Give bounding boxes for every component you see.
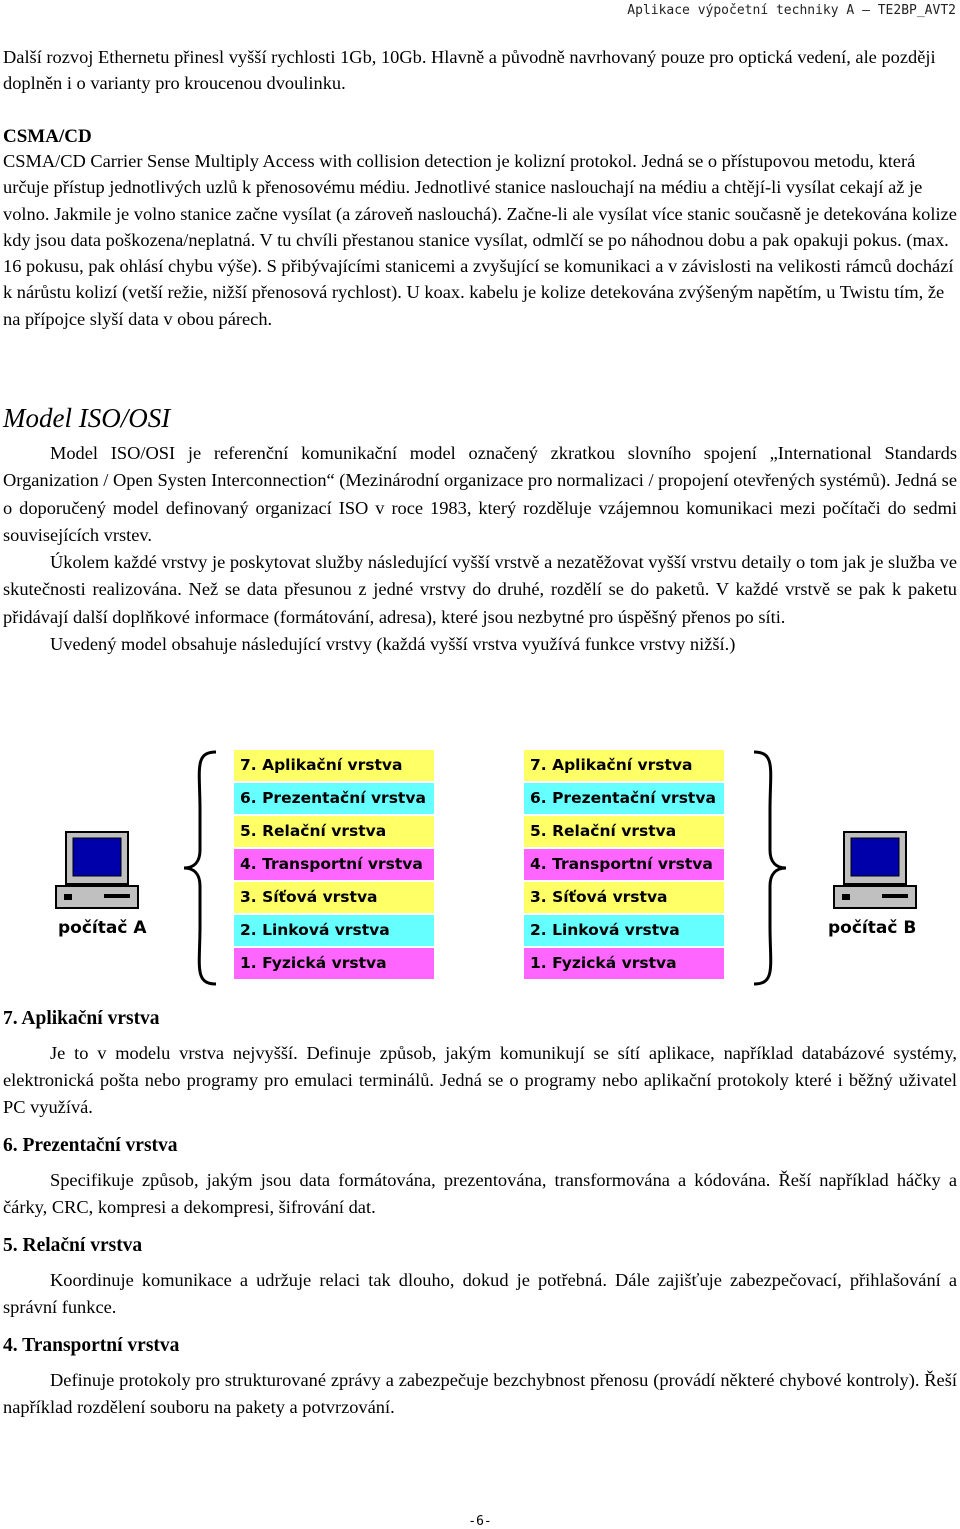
osi-layer-5-a: 5. Relační vrstva bbox=[234, 816, 434, 847]
csma-heading: CSMA/CD bbox=[3, 126, 92, 147]
osi-stack-computer-b bbox=[524, 750, 724, 981]
osi-heading: Model ISO/OSI bbox=[3, 403, 171, 433]
pc-a-label: počítač A bbox=[58, 918, 147, 938]
intro-paragraph: Další rozvoj Ethernetu přinesl vyšší rychlosti 1Gb, 10Gb. Hlavně a původně navrhovaný pouze pro optická vedení, ale později doplněn i o varianty pro kroucenou dvoulinku. bbox=[3, 47, 936, 94]
osi-layer-6-a: 6. Prezentační vrstva bbox=[234, 783, 434, 814]
computer-b-icon bbox=[832, 830, 918, 920]
right-brace-icon bbox=[750, 750, 790, 986]
section-text-presentation: Specifikuje způsob, jakým jsou data formátována, prezentována, transformována a kódována. Řeší například háčky a čárky, CRC, kompresi a dekompresi, šifrování dat. bbox=[3, 1170, 957, 1217]
osi-layer-1-a: 1. Fyzická vrstva bbox=[234, 948, 434, 979]
pc-b-label: počítač B bbox=[828, 918, 917, 938]
csma-paragraph: CSMA/CD Carrier Sense Multiply Access with collision detection je kolizní protokol. Jedná se o přístupovou metodu, která určuje přístup jednotlivých uzlů k přenosovému médiu. Jednotlivé stanice naslouchají na médiu a chtějí-li vysílat cekají až je volno. Jakmile je volno stanice začne vysílat (a zároveň naslouchá). Začne-li ale vysílat více stanic současně je detekována kolize kdy jsou data poškozena/neplatná. V tu chvíli přestanou stanice vysílat, odmlčí se po náhodnou dobu a pak opakuji pokus. (max. 16 pokusu, pak ohlásí chybu výše). S přibývajícími stanicemi a zvyšující se komunikaci a v závislosti na velikosti rámců dochází k nárůstu kolizí (vetší režie, nižší přenosová rychlost). U koax. kabelu je kolize detekována zvýšeným napětím, u Twistu tím, že na přípojce slyší data v obou párech. bbox=[3, 151, 957, 329]
computer-a-icon bbox=[54, 830, 140, 920]
osi-layer-3-b: 3. Síťová vrstva bbox=[524, 882, 724, 913]
section-text-transport: Definuje protokoly pro strukturované zprávy a zabezpečuje bezchybnost přenosu (provádí některé chybové kontroly). Řeší například rozdělení souboru na pakety a potvrzování. bbox=[3, 1370, 957, 1417]
osi-paragraph-1: Model ISO/OSI je referenční komunikační model označený zkratkou slovního spojení „International Standards Organization / Open Systen Interconnection“ (Mezinárodní organizace pro normalizaci / propojení otevřených systémů). Jedná se o doporučený model definovaný organizací ISO v roce 1983, který rozděluje vzájemnou komunikaci mezi počítači do sedmi souvisejících vrstev. bbox=[3, 443, 957, 545]
section-heading-transport: 4. Transportní vrstva bbox=[3, 1335, 180, 1356]
page-number: -6- bbox=[468, 1514, 492, 1529]
section-text-session: Koordinuje komunikace a udržuje relaci tak dlouho, dokud je potřebná. Dále zajišťuje zabezpečovací, přihlašování a správní funkce. bbox=[3, 1270, 957, 1317]
csma-section bbox=[3, 126, 957, 332]
section-heading-session: 5. Relační vrstva bbox=[3, 1235, 143, 1256]
osi-layer-3-a: 3. Síťová vrstva bbox=[234, 882, 434, 913]
osi-layer-6-b: 6. Prezentační vrstva bbox=[524, 783, 724, 814]
running-header: Aplikace výpočetní techniky A – TE2BP_AVT2 bbox=[627, 3, 956, 18]
osi-paragraph-2: Úkolem každé vrstvy je poskytovat služby následující vyšší vrstvě a nezatěžovat vyšší vrstvu detaily o tom jak je služba ve skutečnosti realizována. Než se data přesunou z jedné vrstvy do druhé, rozdělí se do paketů. V každé vrstvě se pak k paketu přidávají další doplňkové informace (formátování, adresa), které jsou nezbytné pro úspěšný přenos po síti. bbox=[3, 552, 957, 627]
intro-section bbox=[3, 44, 957, 97]
osi-model-diagram bbox=[50, 742, 930, 992]
osi-layer-4-b: 4. Transportní vrstva bbox=[524, 849, 724, 880]
osi-layer-2-a: 2. Linková vrstva bbox=[234, 915, 434, 946]
osi-layer-5-b: 5. Relační vrstva bbox=[524, 816, 724, 847]
osi-layer-7-b: 7. Aplikační vrstva bbox=[524, 750, 724, 781]
osi-layer-1-b: 1. Fyzická vrstva bbox=[524, 948, 724, 979]
section-heading-presentation: 6. Prezentační vrstva bbox=[3, 1135, 178, 1156]
osi-stack-computer-a bbox=[234, 750, 434, 981]
section-heading-application: 7. Aplikační vrstva bbox=[3, 1008, 160, 1029]
osi-layer-4-a: 4. Transportní vrstva bbox=[234, 849, 434, 880]
section-text-application: Je to v modelu vrstva nejvyšší. Definuje způsob, jakým komunikují se sítí aplikace, například databázové systémy, elektronická pošta nebo programy pro emulaci terminálů. Jedná se o programy nebo aplikační protokoly které i běžný uživatel PC využívá. bbox=[3, 1043, 957, 1117]
osi-section bbox=[3, 402, 957, 658]
osi-layer-2-b: 2. Linková vrstva bbox=[524, 915, 724, 946]
osi-paragraph-3: Uvedený model obsahuje následující vrstvy (každá vyšší vrstva využívá funkce vrstvy nižší.) bbox=[50, 634, 736, 655]
left-brace-icon bbox=[180, 750, 220, 986]
osi-layer-7-a: 7. Aplikační vrstva bbox=[234, 750, 434, 781]
